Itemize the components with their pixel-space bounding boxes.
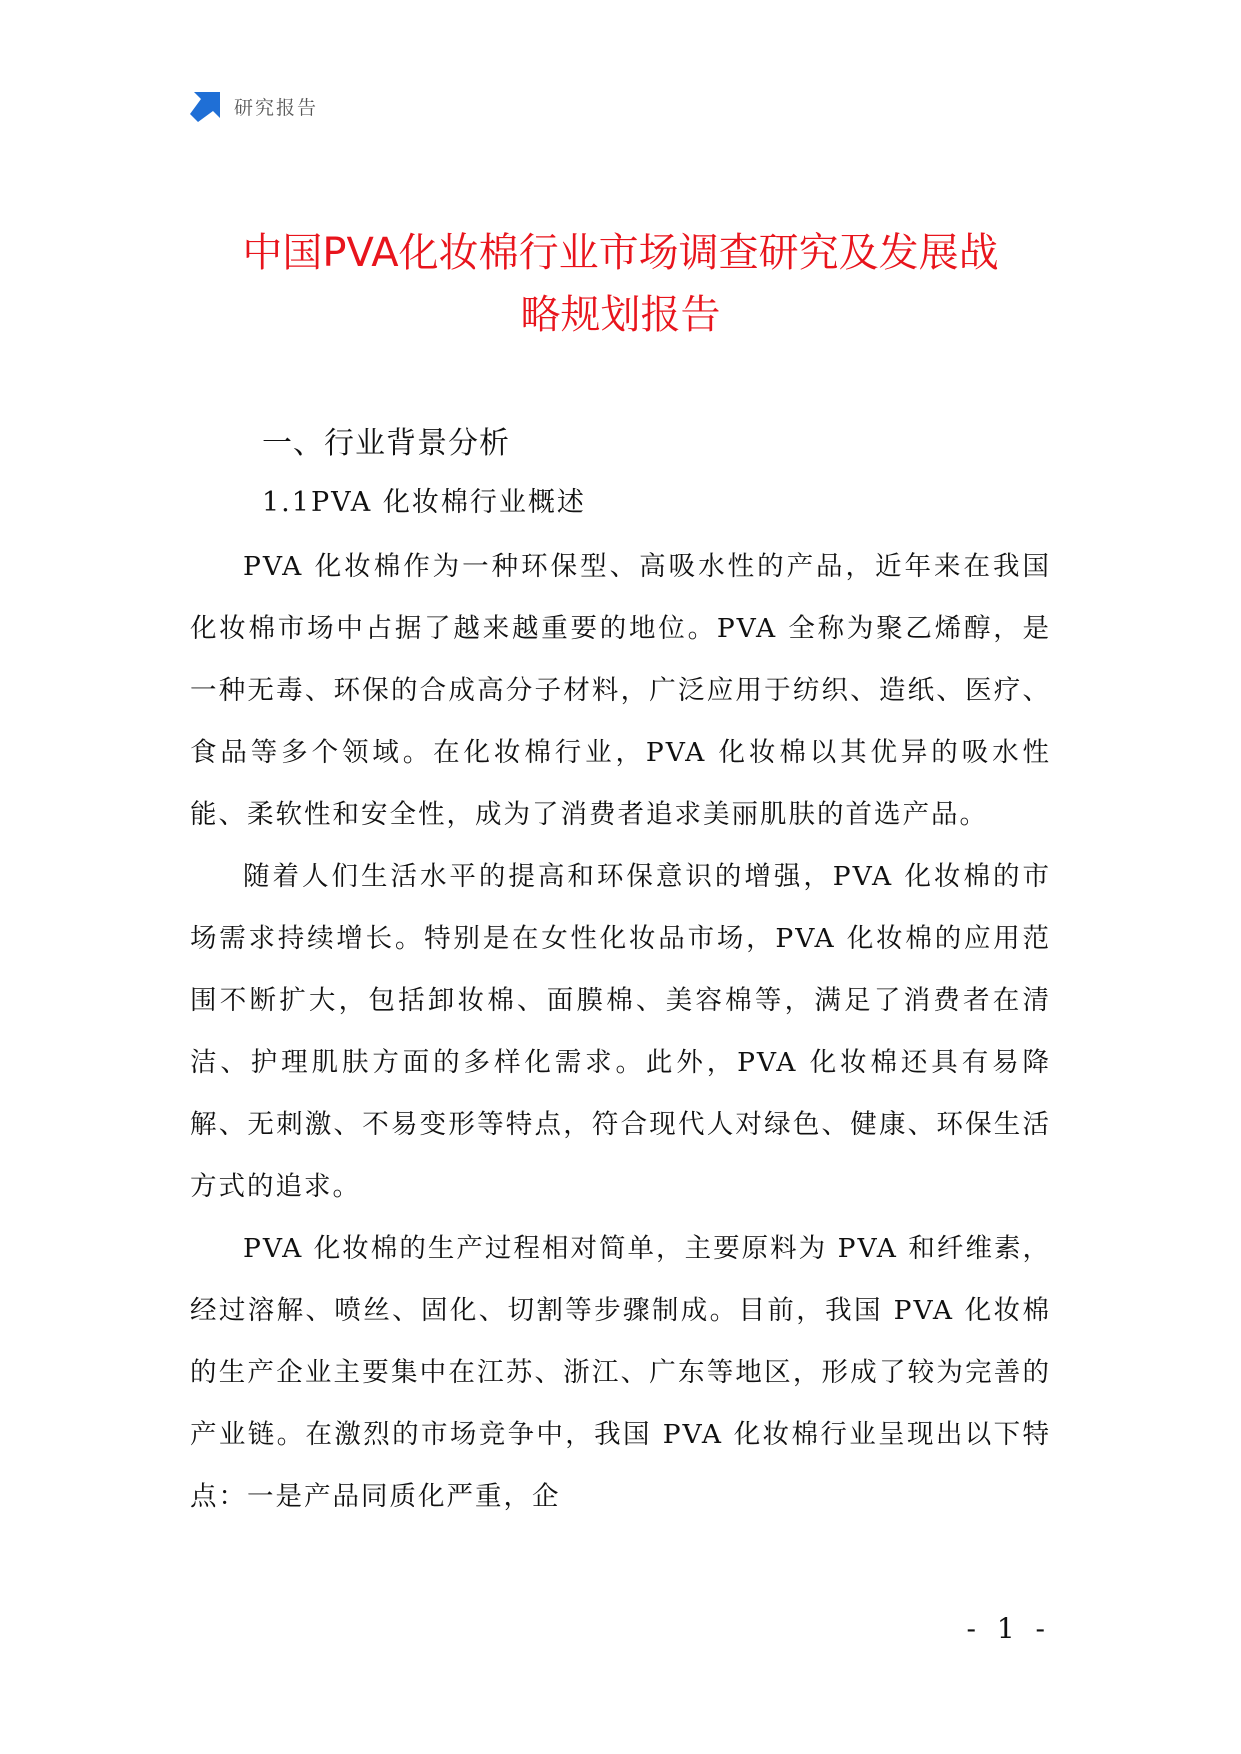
arrow-up-right-icon [190, 90, 222, 122]
title-line-2: 略规划报告 [520, 292, 721, 338]
paragraph-3: PVA 化妆棉的生产过程相对简单，主要原料为 PVA 和纤维素，经过溶解、喷丝、固化、切割等步骤制成。目前，我国 PVA 化妆棉的生产企业主要集中在江苏、浙江、广东等地区，形成了较为完善的产业链。在激烈的市场竞争中，我国 PVA 化妆棉行业呈现出以下特点：一是产品同质化严重，企 [190, 1233, 1051, 1512]
title-line-1: 中国PVA化妆棉行业市场调查研究及发展战 [242, 230, 999, 276]
subsection-heading: 1.1PVA 化妆棉行业概述 [262, 487, 586, 518]
paragraph-2: 随着人们生活水平的提高和环保意识的增强，PVA 化妆棉的市场需求持续增长。特别是在女性化妆品市场，PVA 化妆棉的应用范围不断扩大，包括卸妆棉、面膜棉、美容棉等，满足了消费者在清洁、护理肌肤方面的多样化需求。此外，PVA 化妆棉还具有易降解、无刺激、不易变形等特点，符合现代人对绿色、健康、环保生活方式的追求。 [190, 861, 1051, 1202]
body-text [190, 536, 1051, 1528]
paragraph-1: PVA 化妆棉作为一种环保型、高吸水性的产品，近年来在我国化妆棉市场中占据了越来越重要的地位。PVA 全称为聚乙烯醇，是一种无毒、环保的合成高分子材料，广泛应用于纺织、造纸、医疗、食品等多个领域。在化妆棉行业，PVA 化妆棉以其优异的吸水性能、柔软性和安全性，成为了消费者追求美丽肌肤的首选产品。 [190, 551, 1051, 830]
page-number: - 1 - [966, 1612, 1051, 1645]
report-title [150, 222, 1091, 346]
header-label: 研究报告 [234, 96, 319, 119]
section-heading: 一、行业背景分析 [262, 426, 510, 461]
report-header [190, 88, 318, 124]
